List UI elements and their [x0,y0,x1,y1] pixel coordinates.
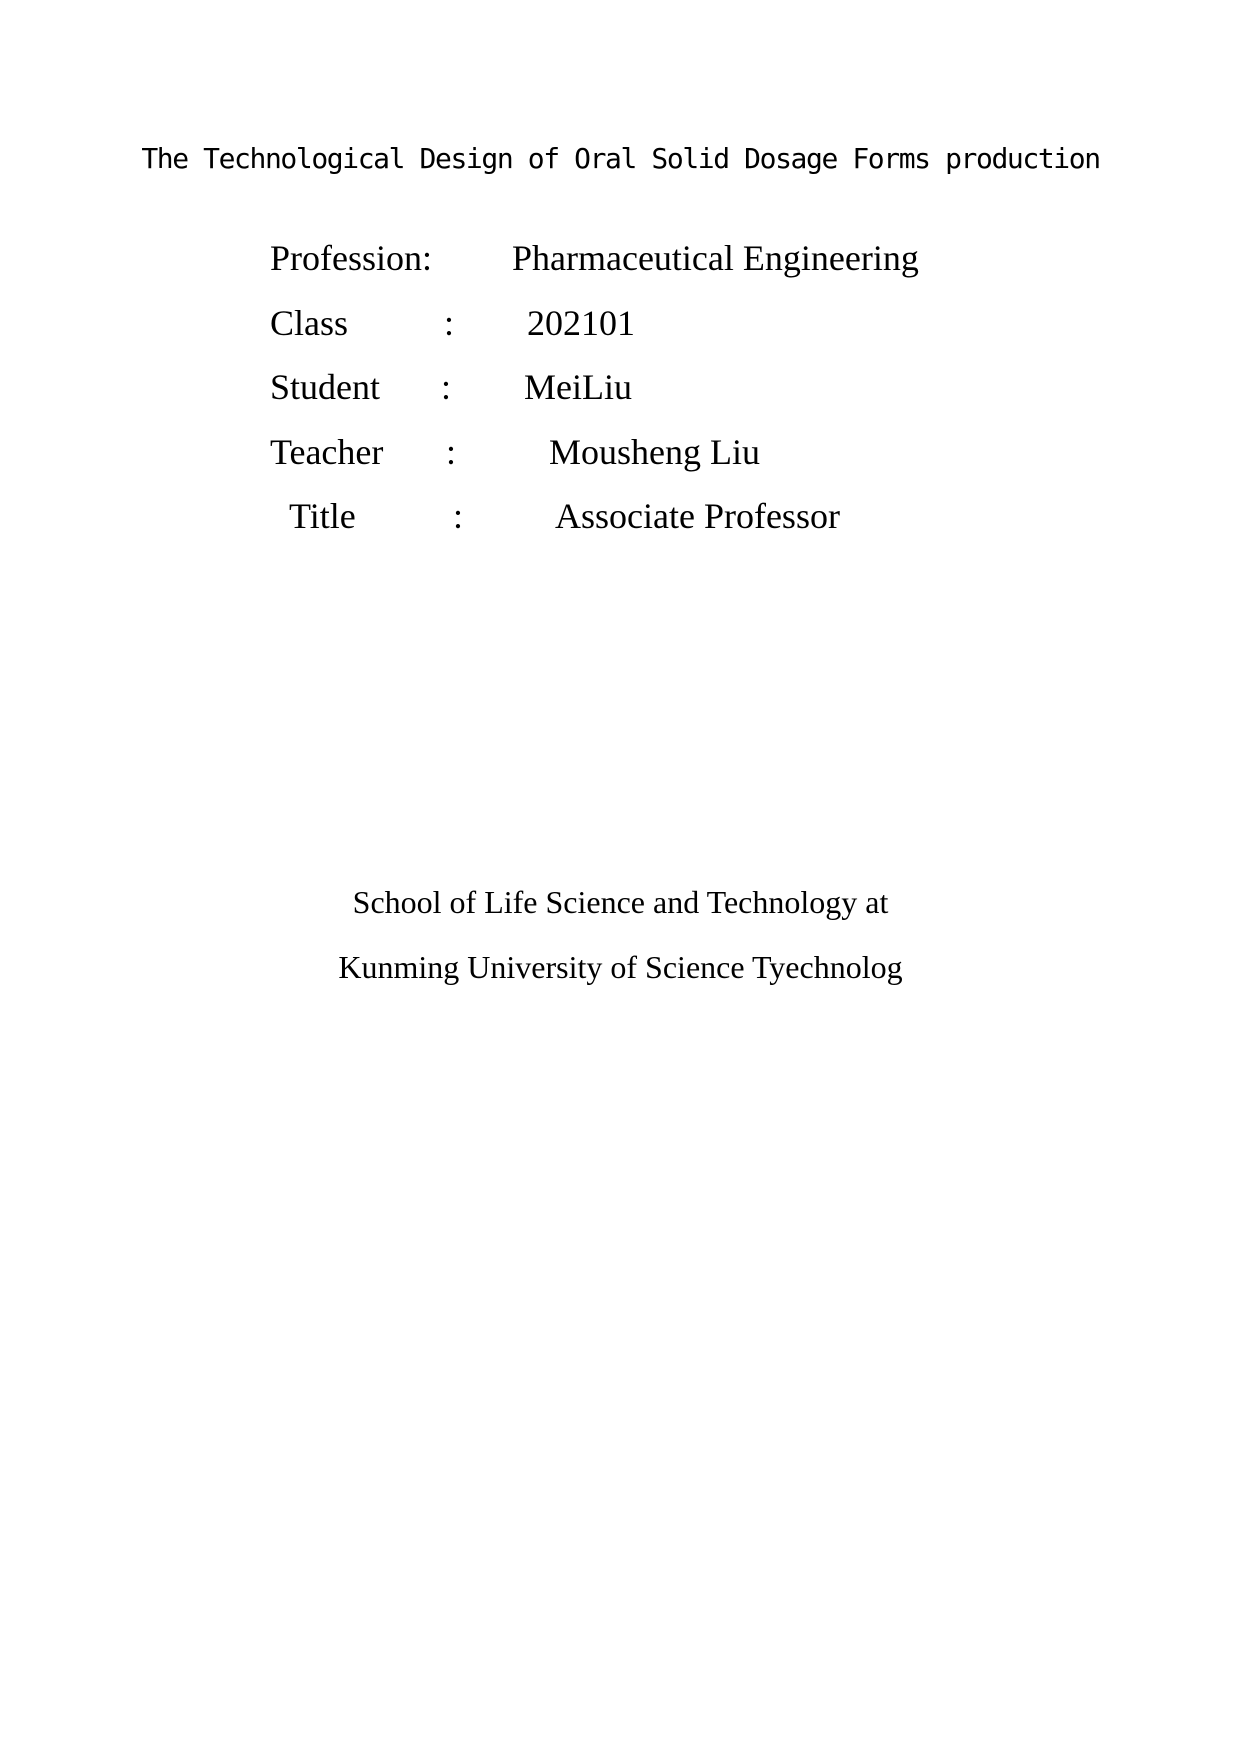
info-value-teacher: Mousheng Liu [549,432,760,472]
institution-line-1: School of Life Science and Technology at [352,884,889,920]
info-value-class: 202101 [527,303,635,343]
info-separator-title: : [453,496,464,536]
document-title: The Technological Design of Oral Solid Dosage Forms production [141,142,1100,175]
info-label-class: Class [270,303,349,343]
info-separator-student: : [441,367,452,407]
info-label-teacher: Teacher [270,432,384,472]
info-value-title: Associate Professor [555,496,840,536]
info-separator-teacher: : [446,432,457,472]
info-label-profession: Profession: [270,238,432,278]
info-value-student: MeiLiu [524,367,632,407]
info-separator-class: : [444,303,455,343]
info-value-profession: Pharmaceutical Engineering [512,238,919,278]
info-label-student: Student [270,367,381,407]
info-label-title: Title [289,496,356,536]
institution-line-2: Kunming University of Science Tyechnolog [338,949,903,985]
